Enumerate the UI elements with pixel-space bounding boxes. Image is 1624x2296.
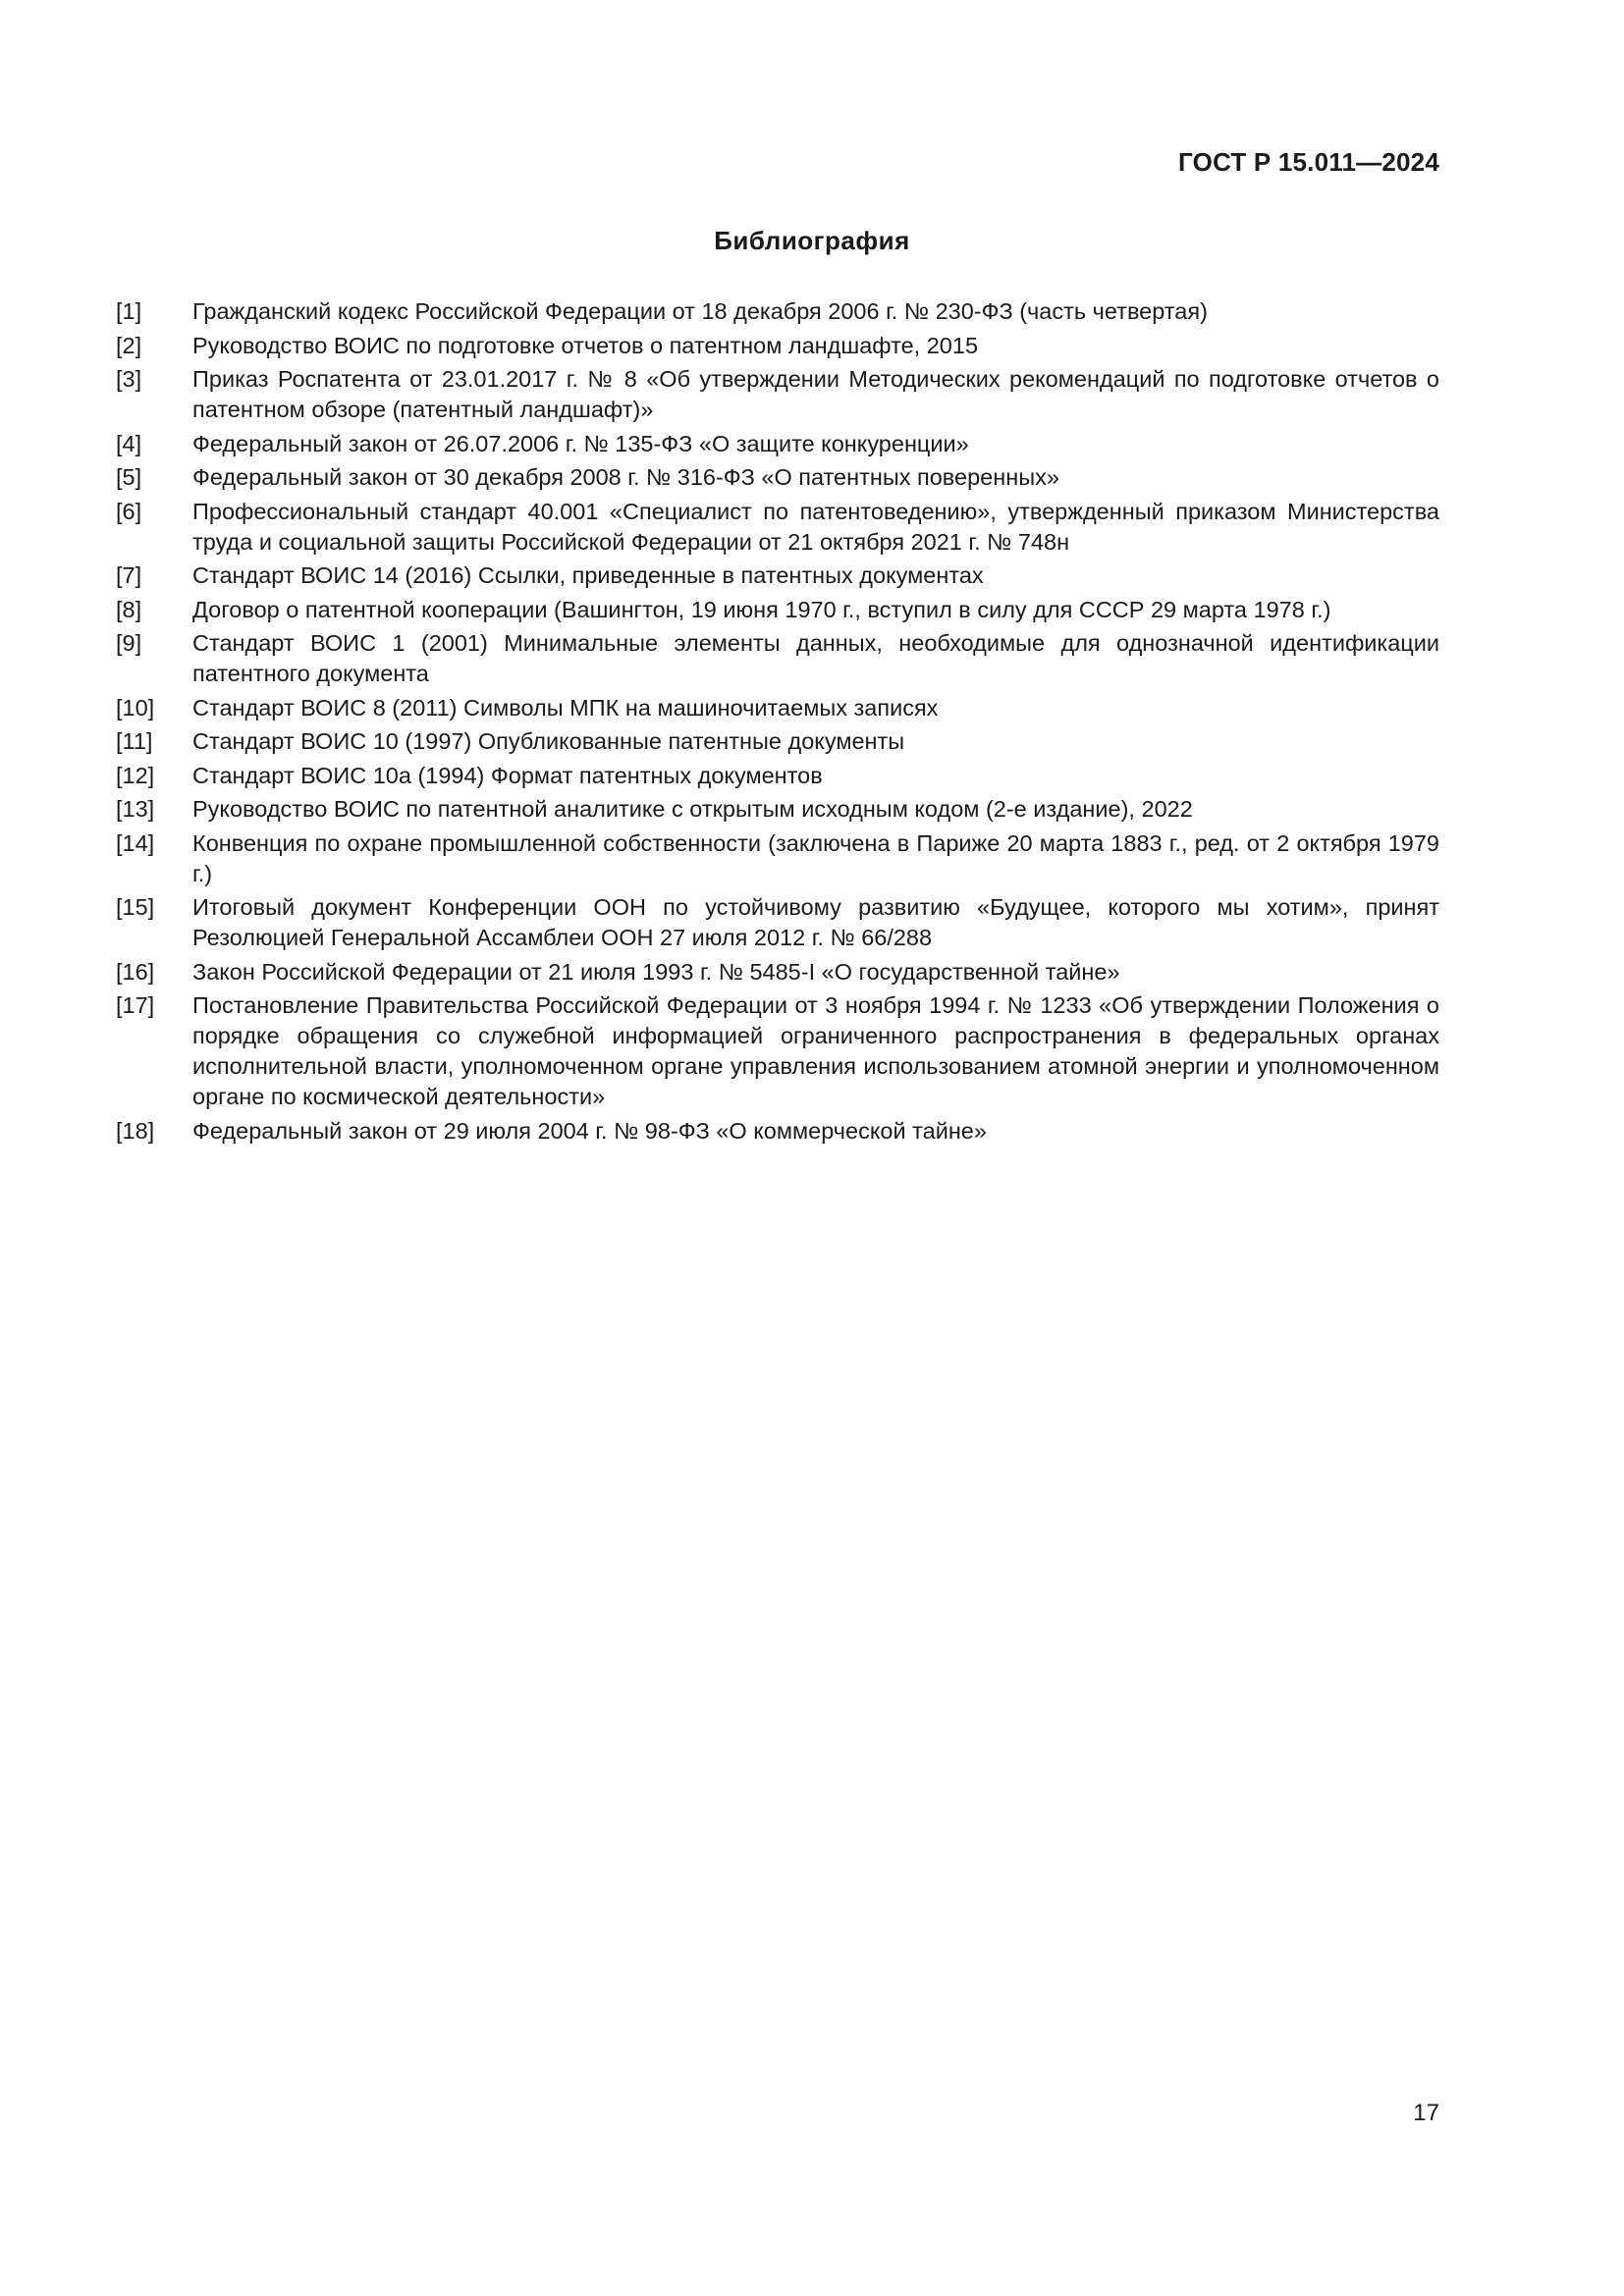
reference-item [116, 331, 1439, 361]
reference-text: Стандарт ВОИС 8 (2011) Символы МПК на машиночитаемых записях [192, 694, 939, 721]
reference-item [116, 296, 1439, 327]
reference-number: [18] [116, 1117, 155, 1144]
reference-item [116, 990, 1439, 1112]
reference-number: [9] [116, 630, 142, 656]
reference-item [116, 364, 1439, 425]
reference-number: [2] [116, 332, 142, 358]
page-number: 17 [1413, 2100, 1439, 2126]
reference-text: Стандарт ВОИС 1 (2001) Минимальные элементы данных, необходимые для однозначной идентификации патентного документа [192, 630, 1439, 686]
reference-number: [15] [116, 894, 155, 920]
reference-number: [7] [116, 562, 142, 588]
reference-item [116, 892, 1439, 953]
reference-number: [4] [116, 430, 142, 456]
reference-list [116, 296, 1439, 1149]
reference-item [116, 628, 1439, 689]
reference-number: [14] [116, 829, 155, 856]
reference-item [116, 497, 1439, 558]
reference-number: [10] [116, 694, 155, 721]
reference-item [116, 595, 1439, 625]
standard-designation: ГОСТ Р 15.011—2024 [1178, 147, 1439, 177]
reference-number: [5] [116, 464, 142, 490]
reference-text: Федеральный закон от 26.07.2006 г. № 135-ФЗ «О защите конкуренции» [192, 430, 969, 456]
reference-text: Гражданский кодекс Российской Федерации от 18 декабря 2006 г. № 230-ФЗ (часть четвертая) [192, 298, 1208, 324]
bibliography-title: Библиография [714, 226, 910, 255]
reference-number: [16] [116, 958, 155, 985]
reference-text: Постановление Правительства Российской Федерации от 3 ноября 1994 г. № 1233 «Об утверждении Положения о порядке обращения со служебной информацией ограниченного распространения в федеральных органах исполнительной власти, уполномоченном органе управления использованием атомной энергии и уполномоченном органе по космической деятельности» [192, 992, 1439, 1109]
reference-text: Итоговый документ Конференции ООН по устойчивому развитию «Будущее, которого мы хотим», принят Резолюцией Генеральной Ассамблеи ООН 27 июля 2012 г. № 66/288 [192, 894, 1439, 950]
reference-text: Стандарт ВОИС 10 (1997) Опубликованные патентные документы [192, 728, 905, 754]
reference-number: [12] [116, 762, 155, 788]
reference-text: Договор о патентной кооперации (Вашингтон, 19 июня 1970 г., вступил в силу для СССР 29 марта 1978 г.) [192, 596, 1331, 622]
reference-item [116, 761, 1439, 791]
reference-text: Федеральный закон от 29 июля 2004 г. № 98-ФЗ «О коммерческой тайне» [192, 1117, 987, 1144]
reference-text: Стандарт ВОИС 14 (2016) Ссылки, приведенные в патентных документах [192, 562, 984, 588]
reference-text: Федеральный закон от 30 декабря 2008 г. № 316-ФЗ «О патентных поверенных» [192, 464, 1059, 490]
reference-number: [17] [116, 992, 155, 1018]
reference-number: [11] [116, 728, 153, 754]
reference-text: Стандарт ВОИС 10а (1994) Формат патентных документов [192, 762, 823, 788]
reference-text: Руководство ВОИС по подготовке отчетов о патентном ландшафте, 2015 [192, 332, 979, 358]
reference-number: [3] [116, 366, 142, 392]
reference-text: Руководство ВОИС по патентной аналитике с открытым исходным кодом (2-е издание), 2022 [192, 796, 1193, 822]
reference-item [116, 726, 1439, 757]
reference-item [116, 957, 1439, 988]
reference-item [116, 561, 1439, 591]
reference-item [116, 794, 1439, 825]
reference-item [116, 429, 1439, 459]
reference-number: [1] [116, 298, 142, 324]
reference-text: Приказ Роспатента от 23.01.2017 г. № 8 «Об утверждении Методических рекомендаций по подготовке отчетов о патентном обзоре (патентный ландшафт)» [192, 366, 1439, 422]
reference-item [116, 462, 1439, 493]
reference-number: [6] [116, 498, 142, 524]
reference-text: Закон Российской Федерации от 21 июля 1993 г. № 5485-I «О государственной тайне» [192, 958, 1120, 985]
reference-item [116, 1116, 1439, 1147]
reference-text: Профессиональный стандарт 40.001 «Специалист по патентоведению», утвержденный приказом Министерства труда и социальной защиты Российской Федерации от 21 октября 2021 г. № 748н [192, 498, 1439, 555]
reference-text: Конвенция по охране промышленной собственности (заключена в Париже 20 марта 1883 г., ред. от 2 октября 1979 г.) [192, 829, 1439, 886]
reference-number: [13] [116, 796, 155, 822]
reference-item [116, 828, 1439, 889]
reference-number: [8] [116, 596, 142, 622]
reference-item [116, 693, 1439, 723]
